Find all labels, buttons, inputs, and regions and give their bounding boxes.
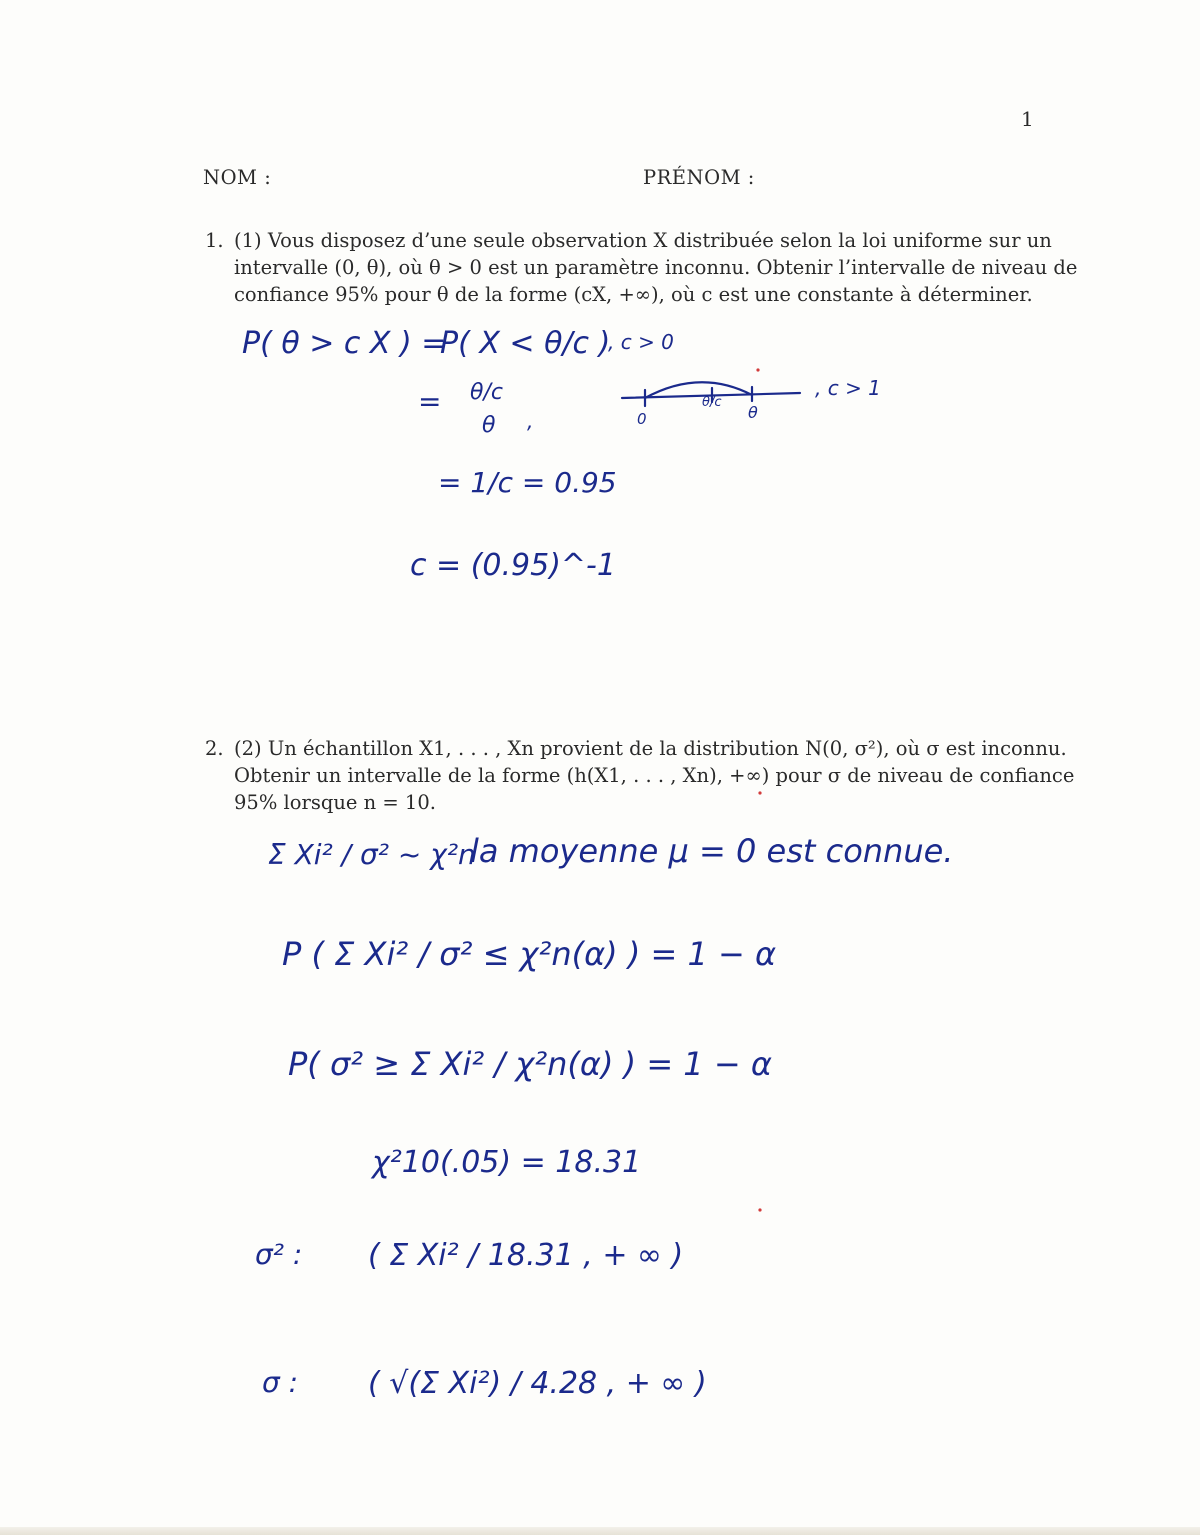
question-2-line: Obtenir un intervalle de la forme (h(X1, . . . , Xn), +∞) pour σ de niveau de confiance [234, 764, 1075, 788]
answer-1-line-1-left: P( θ > c X ) = [242, 326, 447, 361]
stray-mark [758, 1208, 761, 1211]
answer-1-line-4: c = (0.95)^-1 [410, 548, 616, 583]
answer-2-line-4: χ²10(.05) = 18.31 [372, 1145, 642, 1180]
question-1-line: intervalle (0, θ), où θ > 0 est un paramètre inconnu. Obtenir l’intervalle de niveau de [234, 256, 1078, 280]
answer-2-line-1-expression: Σ Xi² / σ² ~ χ²n [268, 838, 476, 871]
answer-1-line-2-denominator: θ [482, 413, 496, 438]
sketch-tick-theta: θ [748, 403, 758, 422]
answer-1-line-3: = 1/c = 0.95 [438, 466, 617, 499]
page-number: 1 [1021, 107, 1034, 131]
question-1-line: confiance 95% pour θ de la forme (cX, +∞), où c est une constante à déterminer. [234, 283, 1033, 307]
question-2-line: (2) Un échantillon X1, . . . , Xn provient de la distribution N(0, σ²), où σ est inconnu. [234, 737, 1067, 760]
answer-1-line-2-numerator: θ/c [470, 380, 503, 405]
answer-2-sigma-squared-label: σ² : [255, 1238, 303, 1271]
answer-2-line-2: P ( Σ Xi² / σ² ≤ χ²n(α) ) = 1 − α [282, 935, 777, 973]
nom-label: NOM : [203, 166, 272, 189]
answer-2-sigma-interval: ( √(Σ Xi²) / 4.28 , + ∞ ) [368, 1366, 707, 1401]
stray-mark [756, 368, 759, 371]
answer-1-line-2-comma: , [527, 409, 534, 433]
stray-mark [758, 791, 761, 794]
answer-2-line-1-note: la moyenne μ = 0 est connue. [470, 832, 954, 870]
answer-1-line-2-equals: = [418, 385, 442, 418]
answer-1-condition-2: , c > 1 [815, 376, 881, 400]
question-2-line: 95% lorsque n = 10. [234, 791, 436, 815]
answer-1-condition: , c > 0 [608, 330, 674, 354]
answer-2-sigma-label: σ : [262, 1366, 299, 1399]
answer-2-line-3: P( σ² ≥ Σ Xi² / χ²n(α) ) = 1 − α [288, 1045, 772, 1083]
scan-edge [0, 1527, 1200, 1535]
question-1-line: (1) Vous disposez d’une seule observation X distribuée selon la loi uniforme sur un [234, 229, 1052, 252]
question-2-number: 2. [205, 737, 224, 760]
prenom-label: PRÉNOM : [643, 166, 755, 189]
sketch-tick-zero: 0 [637, 410, 647, 428]
answer-1-line-1-right: P( X < θ/c ) [440, 326, 611, 361]
sketch-tick-theta-over-c: θ/c [702, 395, 722, 410]
answer-2-sigma-squared-interval: ( Σ Xi² / 18.31 , + ∞ ) [368, 1238, 684, 1273]
question-1-number: 1. [205, 229, 224, 252]
